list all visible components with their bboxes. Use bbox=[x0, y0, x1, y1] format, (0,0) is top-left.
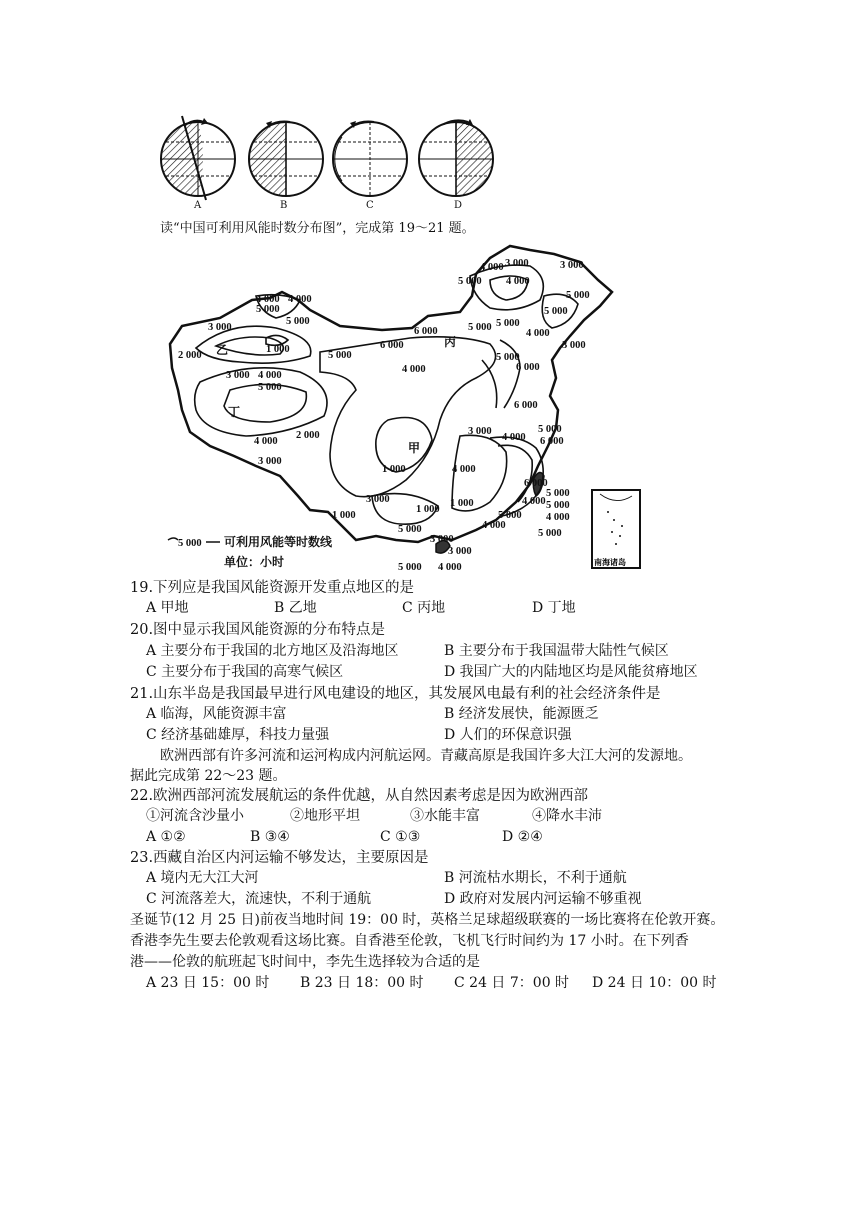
legend-title: 可利用风能等时数线 bbox=[224, 535, 333, 549]
region-bing: 丙 bbox=[444, 335, 457, 349]
q22-stem: 22.欧洲西部河流发展航运的条件优越，从自然因素考虑是因为欧洲西部 bbox=[130, 788, 589, 804]
q21-option-c: C 经济基础雄厚，科技力量强 bbox=[146, 727, 330, 743]
q21-option-a: A 临海，风能资源丰富 bbox=[146, 706, 287, 722]
q23-stem: 23.西藏自治区内河运输不够发达，主要原因是 bbox=[130, 850, 429, 866]
svg-text:1 000: 1 000 bbox=[450, 498, 474, 509]
svg-text:1 000: 1 000 bbox=[266, 344, 290, 355]
q22-option-b: B ③④ bbox=[250, 829, 290, 845]
svg-text:2 000: 2 000 bbox=[178, 350, 202, 361]
globe-label-b: B bbox=[280, 200, 288, 211]
globe-c bbox=[333, 121, 407, 196]
passage-22-23-line1: 欧洲西部有许多河流和运河构成内河航运网。青藏高原是我国许多大江大河的发源地。 bbox=[160, 748, 692, 764]
svg-text:4 000: 4 000 bbox=[254, 436, 278, 447]
svg-text:5 000: 5 000 bbox=[496, 352, 520, 363]
svg-text:5 000: 5 000 bbox=[468, 322, 492, 333]
globe-label-c: C bbox=[366, 200, 374, 211]
q21-stem: 21.山东半岛是我国最早进行风电建设的地区，其发展风电最有利的社会经济条件是 bbox=[130, 686, 661, 702]
svg-text:5 000: 5 000 bbox=[498, 510, 522, 521]
svg-text:3 000: 3 000 bbox=[505, 258, 529, 269]
q24-option-c: C 24 日 7：00 时 bbox=[454, 975, 570, 991]
q23-option-d: D 政府对发展内河运输不够重视 bbox=[444, 891, 642, 907]
svg-text:4 000: 4 000 bbox=[438, 562, 462, 573]
q19-option-b: B 乙地 bbox=[274, 600, 317, 616]
q24-line1: 圣诞节(12 月 25 日)前夜当地时间 19：00 时，英格兰足球超级联赛的一场比赛将在伦敦开赛。 bbox=[130, 912, 725, 928]
q22-item-1: ①河流含沙量小 bbox=[146, 808, 244, 824]
svg-text:4 000: 4 000 bbox=[522, 496, 546, 507]
q22-option-d: D ②④ bbox=[502, 829, 543, 845]
q21-option-b: B 经济发展快，能源匮乏 bbox=[444, 706, 599, 722]
q20-option-d: D 我国广大的内陆地区均是风能贫瘠地区 bbox=[444, 664, 698, 680]
q22-option-c: C ①③ bbox=[380, 829, 421, 845]
svg-text:6 000: 6 000 bbox=[540, 436, 564, 447]
svg-text:5 000: 5 000 bbox=[546, 488, 570, 499]
svg-text:6 000: 6 000 bbox=[380, 340, 404, 351]
region-yi: 乙 bbox=[216, 343, 229, 357]
svg-text:4 000: 4 000 bbox=[482, 520, 506, 531]
svg-text:3 000: 3 000 bbox=[366, 494, 390, 505]
svg-text:4 000: 4 000 bbox=[506, 276, 530, 287]
globe-d bbox=[419, 119, 493, 196]
q22-item-4: ④降水丰沛 bbox=[532, 808, 602, 824]
q24-line2: 香港李先生要去伦敦观看这场比赛。自香港至伦敦，飞机飞行时间约为 17 小时。在下列香 bbox=[130, 933, 689, 949]
svg-text:1 000: 1 000 bbox=[382, 464, 406, 475]
passage-22-23-line2: 据此完成第 22～23 题。 bbox=[130, 768, 287, 784]
q24-option-b: B 23 日 18：00 时 bbox=[300, 975, 424, 991]
globe-a bbox=[161, 116, 235, 200]
svg-text:2 000: 2 000 bbox=[296, 430, 320, 441]
svg-text:4 000: 4 000 bbox=[256, 294, 280, 305]
q20-option-c: C 主要分布于我国的高寒气候区 bbox=[146, 664, 344, 680]
svg-text:3 000: 3 000 bbox=[258, 456, 282, 467]
svg-text:5 000: 5 000 bbox=[544, 306, 568, 317]
svg-text:5 000: 5 000 bbox=[398, 562, 422, 573]
globe-label-d: D bbox=[454, 200, 463, 211]
q21-option-d: D 人们的环保意识强 bbox=[444, 727, 572, 743]
svg-text:5 000: 5 000 bbox=[258, 382, 282, 393]
q23-option-a: A 境内无大江大河 bbox=[146, 870, 259, 886]
svg-text:6 000: 6 000 bbox=[414, 326, 438, 337]
svg-text:6 000: 6 000 bbox=[516, 362, 540, 373]
q20-stem: 20.图中显示我国风能资源的分布特点是 bbox=[130, 622, 386, 638]
svg-text:5 000: 5 000 bbox=[538, 528, 562, 539]
q22-item-2: ②地形平坦 bbox=[290, 808, 360, 824]
inset-label: 南海诸岛 bbox=[594, 558, 626, 567]
svg-text:3 000: 3 000 bbox=[560, 260, 584, 271]
svg-text:3 000: 3 000 bbox=[430, 534, 454, 545]
q23-option-c: C 河流落差大，流速快，不利于通航 bbox=[146, 891, 372, 907]
map-intro: 读“中国可利用风能时数分布图”，完成第 19～21 题。 bbox=[160, 221, 475, 236]
svg-text:3 000: 3 000 bbox=[448, 546, 472, 557]
globe-b bbox=[249, 121, 323, 196]
svg-text:5 000: 5 000 bbox=[328, 350, 352, 361]
legend-value: 5 000 bbox=[178, 538, 202, 549]
svg-text:4 000: 4 000 bbox=[402, 364, 426, 375]
q19-stem: 19.下列应是我国风能资源开发重点地区的是 bbox=[130, 580, 415, 596]
svg-text:5 000: 5 000 bbox=[546, 500, 570, 511]
svg-text:6 000: 6 000 bbox=[524, 478, 548, 489]
q22-option-a: A ①② bbox=[146, 829, 186, 845]
svg-text:4 000: 4 000 bbox=[546, 512, 570, 523]
globe-label-a: A bbox=[194, 200, 202, 211]
wind-energy-map bbox=[160, 240, 650, 580]
svg-text:5 000: 5 000 bbox=[496, 318, 520, 329]
legend-unit: 单位：小时 bbox=[224, 555, 285, 569]
q19-option-a: A 甲地 bbox=[146, 600, 189, 616]
q24-line3: 港——伦敦的航班起飞时间中，李先生选择较为合适的是 bbox=[130, 954, 480, 970]
q24-option-a: A 23 日 15：00 时 bbox=[146, 975, 270, 991]
svg-text:4 000: 4 000 bbox=[480, 262, 504, 273]
svg-text:1 000: 1 000 bbox=[332, 510, 356, 521]
svg-text:5 000: 5 000 bbox=[538, 424, 562, 435]
svg-text:4 000: 4 000 bbox=[452, 464, 476, 475]
svg-text:5 000: 5 000 bbox=[458, 276, 482, 287]
region-ding: 丁 bbox=[228, 405, 241, 419]
svg-text:5 000: 5 000 bbox=[286, 316, 310, 327]
svg-text:3 000: 3 000 bbox=[562, 340, 586, 351]
q20-option-a: A 主要分布于我国的北方地区及沿海地区 bbox=[146, 643, 399, 659]
svg-text:1 000: 1 000 bbox=[416, 504, 440, 515]
svg-text:6 000: 6 000 bbox=[514, 400, 538, 411]
south-china-sea-inset bbox=[592, 490, 640, 568]
svg-text:5 000: 5 000 bbox=[566, 290, 590, 301]
svg-text:4 000: 4 000 bbox=[526, 328, 550, 339]
svg-text:4 000: 4 000 bbox=[502, 432, 526, 443]
svg-text:4 000: 4 000 bbox=[288, 294, 312, 305]
svg-text:3 000: 3 000 bbox=[468, 426, 492, 437]
svg-text:5 000: 5 000 bbox=[398, 524, 422, 535]
globes-figure bbox=[160, 112, 500, 212]
q23-option-b: B 河流枯水期长，不利于通航 bbox=[444, 870, 627, 886]
q19-option-d: D 丁地 bbox=[532, 600, 576, 616]
svg-text:5 000: 5 000 bbox=[256, 304, 280, 315]
region-jia: 甲 bbox=[408, 441, 421, 455]
q24-option-d: D 24 日 10：00 时 bbox=[592, 975, 717, 991]
svg-text:3 000: 3 000 bbox=[208, 322, 232, 333]
q22-item-3: ③水能丰富 bbox=[410, 808, 480, 824]
svg-text:4 000: 4 000 bbox=[258, 370, 282, 381]
svg-text:3 000: 3 000 bbox=[226, 370, 250, 381]
q19-option-c: C 丙地 bbox=[402, 600, 446, 616]
q20-option-b: B 主要分布于我国温带大陆性气候区 bbox=[444, 643, 669, 659]
